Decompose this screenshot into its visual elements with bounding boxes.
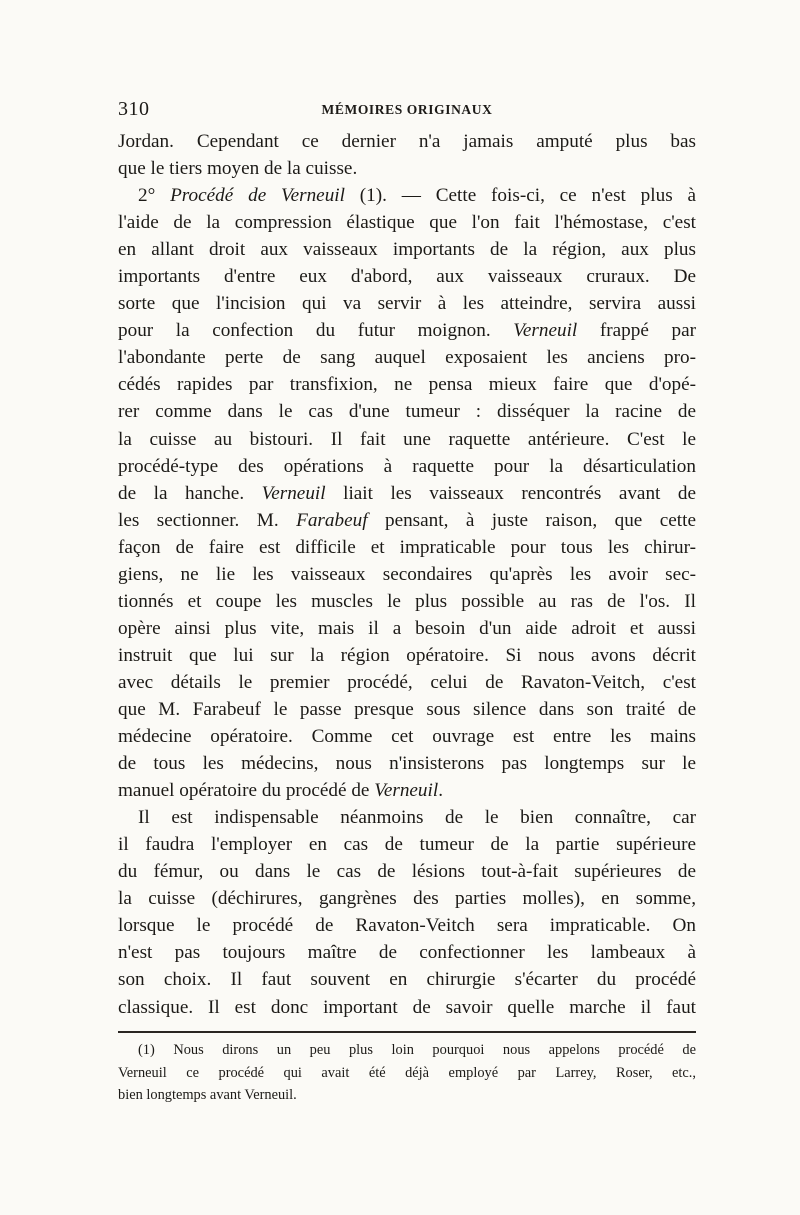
body-text (118, 128, 696, 1021)
text-line: tionnés et coupe les muscles le plus possible au ras de l'os. Il (118, 590, 696, 612)
text-line: de tous les médecins, nous n'insisterons pas longtemps sur le (118, 753, 696, 775)
text-line: procédé-type des opérations à raquette pour la désarticulation (118, 455, 696, 477)
footnote-line: bien longtemps avant Verneuil. (118, 1087, 297, 1103)
text-line: n'est pas toujours maître de confectionner les lambeaux à (118, 942, 696, 964)
footnote (118, 1039, 696, 1107)
text-line: son choix. Il faut souvent en chirurgie s'écarter du procédé (118, 969, 696, 991)
text-line: importants d'entre eux d'abord, aux vaisseaux cruraux. De (118, 266, 696, 288)
text-line: que M. Farabeuf le passe presque sous silence dans son traité de (118, 698, 696, 720)
text-line: l'aide de la compression élastique que l'on fait l'hémostase, c'est (118, 212, 696, 234)
text-line: giens, ne lie les vaisseaux secondaires qu'après les avoir sec- (118, 563, 696, 585)
text-line: opère ainsi plus vite, mais il a besoin d'un aide adroit et aussi (118, 617, 696, 639)
text-line: la cuisse (déchirures, gangrènes des parties molles), en somme, (118, 888, 696, 910)
text-line: en allant droit aux vaisseaux importants de la région, aux plus (118, 239, 696, 261)
text-line: la cuisse au bistouri. Il fait une raquette antérieure. C'est le (118, 428, 696, 450)
text-line: classique. Il est donc important de savoir quelle marche il faut (118, 996, 696, 1018)
footnote-line: (1) Nous dirons un peu plus loin pourquoi nous appelons procédé de (138, 1042, 696, 1058)
text-line: façon de faire est difficile et impraticable pour tous les chirur- (118, 536, 696, 558)
text-line: les sectionner. M. Farabeuf pensant, à juste raison, que cette (118, 509, 696, 531)
page-header (118, 98, 696, 124)
text-line: lorsque le procédé de Ravaton-Veitch sera impraticable. On (118, 915, 696, 937)
section-heading-line: 2° Procédé de Verneuil (1). — Cette fois-ci, ce n'est plus à (138, 185, 696, 207)
footnote-rule (118, 1031, 696, 1033)
text-line: cédés rapides par transfixion, ne pensa mieux faire que d'opé- (118, 374, 696, 396)
text-line: Il est indispensable néanmoins de le bien connaître, car (138, 807, 696, 829)
text-line: manuel opératoire du procédé de Verneuil. (118, 780, 443, 802)
text-line: avec détails le premier procédé, celui de Ravaton-Veitch, c'est (118, 671, 696, 693)
footnote-line: Verneuil ce procédé qui avait été déjà employé par Larrey, Roser, etc., (118, 1064, 696, 1081)
text-line: rer comme dans le cas d'une tumeur : disséquer la racine de (118, 401, 696, 423)
text-line: l'abondante perte de sang auquel exposaient les anciens pro- (118, 347, 696, 369)
text-line: pour la confection du futur moignon. Verneuil frappé par (118, 320, 697, 342)
page-number: 310 (118, 98, 150, 120)
text-line: sorte que l'incision qui va servir à les atteindre, servira aussi (118, 293, 696, 315)
text-line: instruit que lui sur la région opératoire. Si nous avons décrit (118, 644, 696, 666)
text-line: Jordan. Cependant ce dernier n'a jamais amputé plus bas (118, 131, 696, 152)
text-line: médecine opératoire. Comme cet ouvrage est entre les mains (118, 726, 696, 748)
text-line: de la hanche. Verneuil liait les vaisseaux rencontrés avant de (118, 482, 696, 504)
text-line: du fémur, ou dans le cas de lésions tout-à-fait supérieures de (118, 861, 696, 883)
text-line: que le tiers moyen de la cuisse. (118, 158, 358, 180)
text-line: il faudra l'employer en cas de tumeur de la partie supérieure (118, 834, 696, 856)
running-title: MÉMOIRES ORIGINAUX (321, 102, 493, 117)
